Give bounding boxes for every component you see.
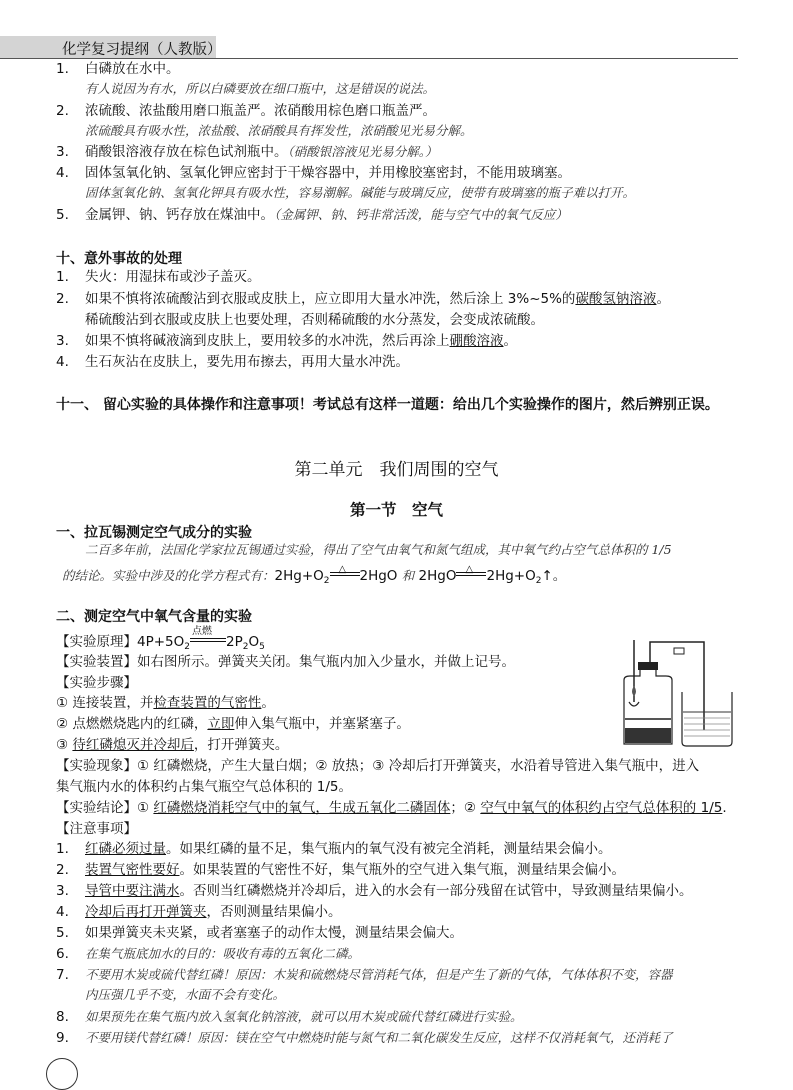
header-rule <box>0 58 738 59</box>
list-number: 9. <box>56 1030 69 1046</box>
list-item: 白磷放在水中。 <box>85 61 180 77</box>
step-1: ① 连接装置，并检查装置的气密性。 <box>56 695 275 711</box>
section-title: 第一节 空气 <box>349 501 443 519</box>
note-item: 红磷必须过量。如果红磷的量不足，集气瓶内的氧气没有被完全消耗，测量结果会偏小。 <box>85 841 612 857</box>
note-item-continued: 内压强几乎不变，水面不会有变化。 <box>85 987 286 1002</box>
equation-line: 的结论。实验中涉及的化学方程式有：$2Hg+O_2$ △ 2HgO 和 2HgO △ $2Hg+O_2↑$。 <box>62 564 567 586</box>
note-item: 导管中要注满水。否则当红磷燃烧并冷却后，进入的水会有一部分残留在试管中，导致测量结果偏小。 <box>85 883 693 899</box>
note-item: 不要用木炭或硫代替红磷！原因：木炭和硫燃烧尽管消耗气体，但是产生了新的气体，气体体积不变，容器 <box>85 967 673 982</box>
list-number: 2. <box>56 291 69 307</box>
list-item: 浓硫酸、浓盐酸用磨口瓶盖严。浓硝酸用棕色磨口瓶盖严。 <box>85 103 436 119</box>
list-number: 3. <box>56 333 69 349</box>
apparatus-figure <box>610 636 745 750</box>
list-note: 固体氢氧化钠、氢氧化钾具有吸水性，容易潮解。碱能与玻璃反应，使带有玻璃塞的瓶子难以打开。 <box>85 185 636 200</box>
list-number: 7. <box>56 967 69 983</box>
phenomenon-line-1: 【实验现象】① 红磷燃烧，产生大量白烟；② 放热；③ 冷却后打开弹簧夹，水沿着导管进入集气瓶中，进入 <box>56 758 700 774</box>
conclusion-line: 【实验结论】① 红磷燃烧消耗空气中的氧气，生成五氧化二磷固体；② 空气中氧气的体积约占空气总体积的 1/5. <box>56 800 727 816</box>
steps-label: 【实验步骤】 <box>56 675 137 691</box>
list-note: 浓硫酸具有吸水性，浓盐酸、浓硝酸具有挥发性，浓硝酸见光易分解。 <box>85 123 473 138</box>
list-number: 5. <box>56 925 69 941</box>
section-heading: 十、意外事故的处理 <box>56 251 182 267</box>
list-item: 金属钾、钠、钙存放在煤油中。（金属钾、钠、钙非常活泼，能与空气中的氧气反应） <box>85 207 568 223</box>
principle-line: 【实验原理】$4P+5O_2$ 点燃 $2P_2O_5$ <box>56 626 265 652</box>
header-title: 化学复习提纲（人教版） <box>62 42 222 58</box>
list-item: 如果不慎将浓硫酸沾到衣服或皮肤上，应立即用大量水冲洗，然后涂上 3%~5%的碳酸氢钠溶液。 <box>85 291 670 307</box>
note-item: 不要用镁代替红磷！原因：镁在空气中燃烧时能与氮气和二氧化碳发生反应，这样不仅消耗氧气，还消耗了 <box>85 1030 673 1045</box>
phenomenon-line-2: 集气瓶内水的体积约占集气瓶空气总体积的 1/5。 <box>56 779 353 795</box>
list-item: 硝酸银溶液存放在棕色试剂瓶中。（硝酸银溶液见光易分解。） <box>85 144 438 160</box>
list-note: 有人说因为有水，所以白磷要放在细口瓶中，这是错误的说法。 <box>85 81 436 96</box>
list-number: 3. <box>56 144 69 160</box>
section-heading: 二、测定空气中氧气含量的实验 <box>56 609 252 625</box>
list-number: 1. <box>56 841 69 857</box>
list-number: 2. <box>56 862 69 878</box>
list-number: 4. <box>56 354 69 370</box>
notes-label: 【注意事项】 <box>56 821 137 837</box>
list-number: 6. <box>56 946 69 962</box>
section-heading: 一、拉瓦锡测定空气成分的实验 <box>56 525 252 541</box>
list-number: 1. <box>56 61 69 77</box>
paragraph: 二百多年前，法国化学家拉瓦锡通过实验，得出了空气由氧气和氮气组成，其中氧气约占空气总体积的 1/5 <box>85 542 672 557</box>
unit-title: 第二单元 我们周围的空气 <box>294 460 499 480</box>
section-heading: 十一、 留心实验的具体操作和注意事项！考试总有这样一道题：给出几个实验操作的图片，然后辨别正误。 <box>56 397 719 413</box>
list-number: 4. <box>56 165 69 181</box>
note-item: 在集气瓶底加水的目的：吸收有毒的五氧化二磷。 <box>85 946 361 961</box>
list-number: 5. <box>56 207 69 223</box>
list-number: 8. <box>56 1009 69 1025</box>
list-number: 4. <box>56 904 69 920</box>
list-item: 固体氢氧化钠、氢氧化钾应密封于干燥容器中，并用橡胶塞密封，不能用玻璃塞。 <box>85 165 571 181</box>
note-item: 冷却后再打开弹簧夹，否则测量结果偏小。 <box>85 904 342 920</box>
device-line: 【实验装置】如右图所示。弹簧夹关闭。集气瓶内加入少量水，并做上记号。 <box>56 654 515 670</box>
note-item: 如果预先在集气瓶内放入氢氧化钠溶液，就可以用木炭或硫代替红磷进行实验。 <box>85 1009 523 1024</box>
list-number: 3. <box>56 883 69 899</box>
note-item: 装置气密性要好。如果装置的气密性不好，集气瓶外的空气进入集气瓶，测量结果会偏小。 <box>85 862 625 878</box>
note-item: 如果弹簧夹未夹紧，或者塞塞子的动作太慢，测量结果会偏大。 <box>85 925 463 941</box>
list-item: 失火：用湿抹布或沙子盖灭。 <box>85 269 261 285</box>
step-3: ③ 待红磷熄灭并冷却后，打开弹簧夹。 <box>56 737 289 753</box>
list-item: 生石灰沾在皮肤上，要先用布擦去，再用大量水冲洗。 <box>85 354 409 370</box>
list-number: 1. <box>56 269 69 285</box>
page-number-circle <box>46 1058 78 1090</box>
list-item: 如果不慎将碱液滴到皮肤上，要用较多的水冲洗，然后再涂上硼酸溶液。 <box>85 333 517 349</box>
list-number: 2. <box>56 103 69 119</box>
step-2: ② 点燃燃烧匙内的红磷，立即伸入集气瓶中，并塞紧塞子。 <box>56 716 410 732</box>
list-item-continued: 稀硫酸沾到衣服或皮肤上也要处理，否则稀硫酸的水分蒸发，会变成浓硫酸。 <box>85 312 544 328</box>
